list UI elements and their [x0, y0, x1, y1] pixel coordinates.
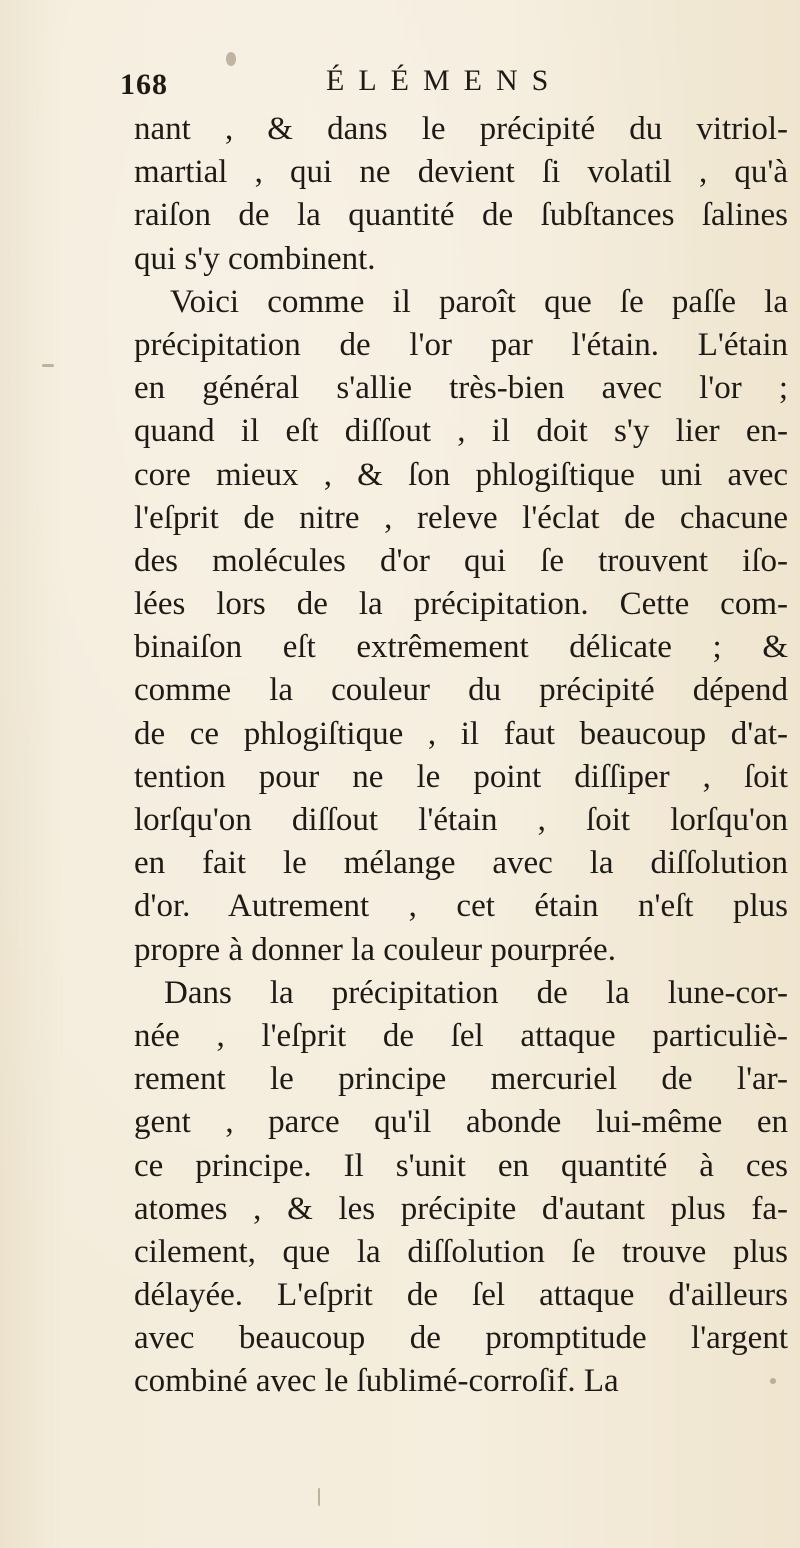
ink-speck — [42, 364, 54, 367]
text-line: rement le principe mercuriel de l'ar- — [134, 1061, 788, 1098]
body-text — [134, 108, 788, 1404]
text-line: propre à donner la couleur pourprée. — [134, 931, 616, 968]
text-line: avec beaucoup de promptitude l'argent — [134, 1320, 788, 1357]
text-line: d'or. Autrement , cet étain n'eſt plus — [134, 888, 788, 925]
page-number: 168 — [120, 68, 168, 101]
text-line: en général s'allie très-bien avec l'or ; — [134, 370, 788, 407]
text-line: comme la couleur du précipité dépend — [134, 672, 788, 709]
text-line: raiſon de la quantité de ſubſtances ſalines — [134, 197, 788, 234]
text-line: martial , qui ne devient ſi volatil , qu'à — [134, 154, 788, 191]
text-line: née , l'eſprit de ſel attaque particuliè- — [134, 1017, 788, 1054]
text-line: Dans la précipitation de la lune-cor- — [164, 974, 788, 1011]
text-line: tention pour ne le point diſſiper , ſoit — [134, 758, 788, 795]
text-line: précipitation de l'or par l'étain. L'étain — [134, 326, 788, 363]
ink-speck — [226, 52, 236, 66]
ink-speck — [770, 1378, 776, 1384]
text-line: de ce phlogiſtique , il faut beaucoup d'at- — [134, 715, 788, 752]
text-line: combiné avec le ſublimé-corroſif. La — [134, 1363, 619, 1400]
text-line: ce principe. Il s'unit en quantité à ces — [134, 1147, 788, 1184]
text-line: des molécules d'or qui ſe trouvent iſo- — [134, 542, 788, 579]
text-line: core mieux , & ſon phlogiſtique uni avec — [134, 456, 788, 493]
text-line: en fait le mélange avec la diſſolution — [134, 845, 788, 882]
text-line: qui s'y combinent. — [134, 240, 376, 277]
text-line: quand il eſt diſſout , il doit s'y lier en- — [134, 413, 788, 450]
text-line: binaiſon eſt extrêmement délicate ; & — [134, 629, 788, 666]
text-line: Voici comme il paroît que ſe paſſe la — [170, 283, 788, 320]
text-line: lorſqu'on diſſout l'étain , ſoit lorſqu'on — [134, 802, 788, 838]
page-header — [120, 64, 620, 108]
text-line: atomes , & les précipite d'autant plus fa- — [134, 1190, 788, 1227]
text-line: nant , & dans le précipité du vitriol- — [134, 111, 788, 147]
ink-speck — [318, 1488, 320, 1506]
running-title: ÉLÉMENS — [326, 64, 563, 97]
text-line: l'eſprit de nitre , releve l'éclat de chacune — [134, 499, 788, 536]
text-line: gent , parce qu'il abonde lui-même en — [134, 1104, 788, 1141]
text-line: délayée. L'eſprit de ſel attaque d'ailleurs — [134, 1277, 788, 1314]
text-line: cilement, que la diſſolution ſe trouve plus — [134, 1233, 788, 1270]
text-line: lées lors de la précipitation. Cette com- — [134, 586, 788, 623]
